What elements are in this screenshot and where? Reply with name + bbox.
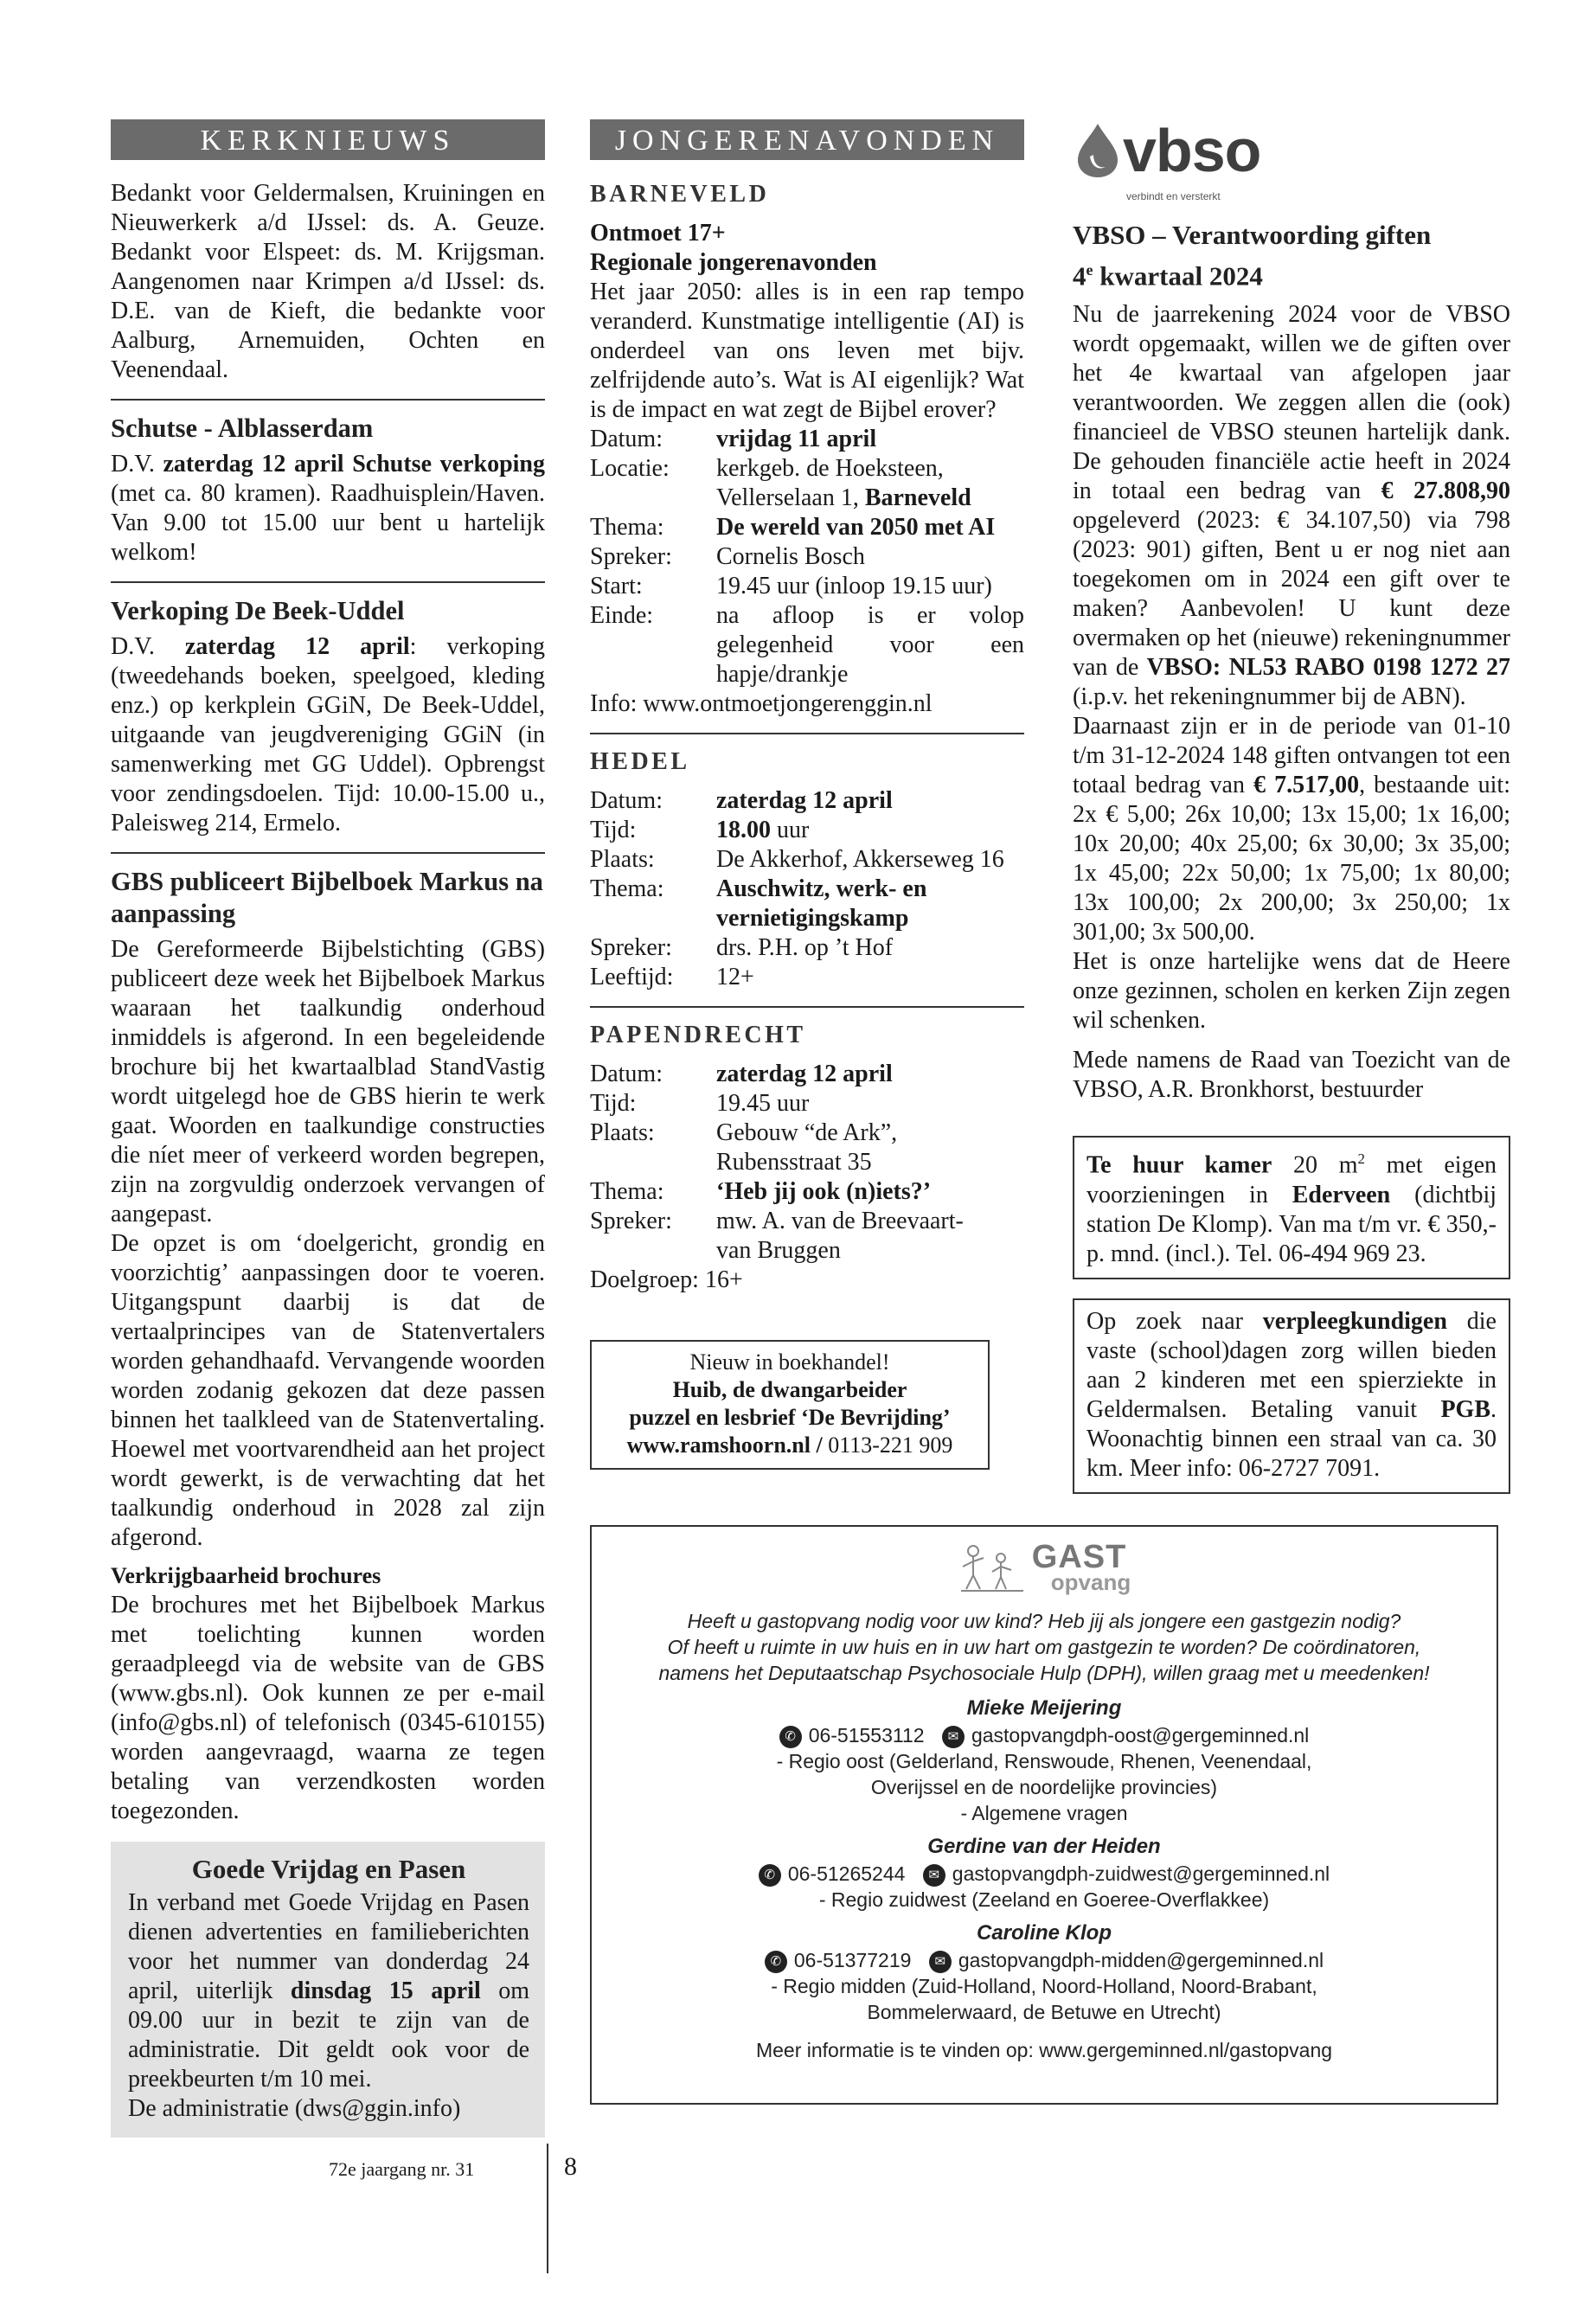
contact-region: Bommelerwaard, de Betuwe en Utrecht) xyxy=(867,2001,1221,2023)
hedel-tijd: Tijd: 18.00 uur xyxy=(590,817,810,843)
contact-phone[interactable]: 06-51553112 xyxy=(808,1724,925,1747)
footer-issue: 72e jaargang nr. 31 xyxy=(329,2158,475,2180)
vbso-paragraph-2: Daarnaast zijn er in de periode van 01-10 t/m 31-12-2024 148 giften ontvangen tot een totaal bedrag van € 7.517,00, bestaande uit: 2x € 5,00; 26x 10,00; 13x 15,00; 1x 16,00; 10x 20,00; 40x 25,00; 6x 30,00; 3x 35,00; 1x 45,00; 22x 50,00; 1x 75,00; 1x 80,00; 13x 100,00; 2x 200,00; 3x 250,00; 1x 301,00; 3x 500,00. xyxy=(1073,713,1510,946)
gastopvang-advertisement xyxy=(590,1525,1498,2105)
boek-line1: Nieuw in boekhandel! xyxy=(689,1349,890,1375)
verpleeg-advertisement xyxy=(1073,1298,1510,1494)
kerknieuws-banner: KERKNIEUWS xyxy=(111,119,545,160)
city-barneveld: BARNEVELD xyxy=(590,181,770,208)
city-papendrecht: PAPENDRECHT xyxy=(590,1022,806,1048)
hedel-datum: Datum: zaterdag 12 april xyxy=(590,787,893,814)
verpleeg-text: Op zoek naar verpleegkundigen die vaste (school)dagen zorg willen bieden aan 2 kinderen met een spierziekte in Geldermalsen. Betaling vanuit PGB. Woonachtig binnen een straal van ca. 30 km. Meer info: 06-2727 7091. xyxy=(1086,1307,1497,1482)
barneveld-start: Start: 19.45 uur (inloop 19.15 uur) xyxy=(590,573,992,599)
divider xyxy=(590,733,1024,734)
family-icon xyxy=(958,1541,1027,1593)
schutse-title: Schutse - Alblasserdam xyxy=(111,413,374,443)
divider xyxy=(590,1006,1024,1008)
schutse-text: D.V. zaterdag 12 april Schutse verkoping (met ca. 80 kramen). Raadhuisplein/Haven. Van 9.00 tot 15.00 uur bent u hartelijk welkom! xyxy=(111,451,545,566)
barneveld-sub1: Ontmoet 17+ xyxy=(590,220,726,247)
gbs-subheading: Verkrijgbaarheid brochures xyxy=(111,1563,381,1588)
contact-email[interactable]: gastopvangdph-midden@gergeminned.nl xyxy=(958,1949,1324,1971)
gbs-paragraph-2: De opzet is om ‘doelgericht, grondig en voorzichtig’ aanpassingen door te voeren. Uitgangspunt daarbij is dat de vertaalprincipes van de Statenvertalers worden gehandhaafd. Vervangende woorden worden zodanig gekozen dat deze passen binnen het taalkleed van de Statenvertaling. Hoewel met voortvarendheid aan het project wordt gewerkt, is de verwachting dat het taalkundig onderhoud in 2028 zal zijn afgerond. xyxy=(111,1230,545,1551)
vbso-logo xyxy=(1073,114,1510,202)
gast-logo-sub: opvang xyxy=(1050,1569,1131,1595)
boek-advertisement xyxy=(590,1340,990,1470)
gast-intro-1: Heeft u gastopvang nodig voor uw kind? Heb jij als jongere een gastgezin nodig? xyxy=(687,1610,1401,1632)
mail-icon: ✉ xyxy=(929,1951,952,1973)
mail-icon: ✉ xyxy=(942,1726,965,1748)
gbs-paragraph-1: De Gereformeerde Bijbelstichting (GBS) publiceert deze week het Bijbelboek Markus waaraan het taalkundig onderhoud inmiddels is afgerond. In een begeleidende brochure bij het kwartaalblad StandVastig wordt uitgelegd hoe de GBS hierin te werk gaat. Woorden en taalkundige constructies die níet meer of verkeerd worden begrepen, zijn na zorgvuldig onderzoek vervangen of aangepast. xyxy=(111,936,545,1227)
column-middle xyxy=(590,119,1024,1470)
gast-intro-2: Of heeft u ruimte in uw huis en in uw hart om gastgezin te worden? De coördinatoren, xyxy=(667,1636,1421,1658)
contact-region: - Regio zuidwest (Zeeland en Goeree-Overflakkee) xyxy=(818,1888,1270,1911)
beek-title: Verkoping De Beek-Uddel xyxy=(111,596,405,625)
barneveld-locatie: Locatie: kerkgeb. de Hoeksteen, Vellerselaan 1, Barneveld xyxy=(590,455,971,511)
contact-region: - Algemene vragen xyxy=(960,1802,1128,1824)
mail-icon: ✉ xyxy=(923,1864,945,1887)
papendrecht-doelgroep: Doelgroep: 16+ xyxy=(590,1266,743,1293)
pasen-text: In verband met Goede Vrijdag en Pasen dienen advertenties en familieberichten voor het nummer van donderdag 24 april, uiterlijk dinsdag 15 april om 09.00 uur in bezit te zijn van de administratie. Dit geldt ook voor de preekbeurten t/m 10 mei. xyxy=(128,1889,530,2093)
papendrecht-tijd: Tijd: 19.45 uur xyxy=(590,1090,810,1117)
phone-icon: ✆ xyxy=(759,1864,781,1887)
vbso-title: VBSO – Verantwoording giften 4e kwartaal 2024 xyxy=(1073,220,1432,292)
gbs-title: GBS publiceert Bijbelboek Markus na aanpassing xyxy=(111,867,543,928)
phone-icon: ✆ xyxy=(779,1726,802,1748)
pasen-admin: De administratie (dws@ggin.info) xyxy=(128,2095,461,2122)
barneveld-info: Info: www.ontmoetjongerenggin.nl xyxy=(590,690,933,717)
papendrecht-datum: Datum: zaterdag 12 april xyxy=(590,1061,893,1087)
hedel-plaats: Plaats: De Akkerhof, Akkerseweg 16 xyxy=(590,846,1004,873)
contact-region: - Regio midden (Zuid-Holland, Noord-Holland, Noord-Brabant, xyxy=(771,1975,1317,1997)
contact-caroline xyxy=(592,1920,1497,2025)
gast-logo xyxy=(592,1539,1497,1594)
contact-email[interactable]: gastopvangdph-zuidwest@gergeminned.nl xyxy=(952,1862,1330,1885)
contact-phone[interactable]: 06-51265244 xyxy=(787,1862,906,1885)
city-hedel: HEDEL xyxy=(590,748,690,775)
barneveld-datum: Datum: vrijdag 11 april xyxy=(590,426,877,452)
gast-more-info[interactable]: Meer informatie is te vinden op: www.gergeminned.nl/gastopvang xyxy=(755,2039,1333,2061)
contact-name: Gerdine van der Heiden xyxy=(927,1835,1161,1858)
papendrecht-plaats: Plaats: Gebouw “de Ark”, Rubensstraat 35 xyxy=(590,1119,898,1176)
contact-name: Mieke Meijering xyxy=(966,1696,1122,1720)
hedel-leeftijd: Leeftijd: 12+ xyxy=(590,964,754,990)
barneveld-spreker: Spreker: Cornelis Bosch xyxy=(590,543,865,570)
beek-text: D.V. zaterdag 12 april: verkoping (tweedehands boeken, speelgoed, kleding enz.) op kerkplein GGiN, De Beek-Uddel, uitgaande van jeugdvereniging GGiN (in samenwerking met GG Uddel). Opbrengst voor zendingsdoelen. Tijd: 10.00-15.00 u., Paleisweg 214, Ermelo. xyxy=(111,633,545,836)
kamer-text: Te huur kamer 20 $m^2$ met eigen voorzieningen in Ederveen (dichtbij station De Klomp). Van ma t/m vr. € 350,- p. mnd. (incl.). Tel. 06-494 969 23. xyxy=(1086,1150,1497,1267)
contact-name: Caroline Klop xyxy=(976,1921,1112,1945)
contact-phone[interactable]: 06-51377219 xyxy=(793,1949,912,1971)
barneveld-thema: Thema: De wereld van 2050 met AI xyxy=(590,514,996,541)
gbs-paragraph-3: De brochures met het Bijbelboek Markus met toelichting kunnen worden geraadpleegd via de website van de GBS (www.gbs.nl). Ook kunnen ze per e-mail (info@gbs.nl) of telefonisch (0345-610155) worden aangevraagd, waarna ze tegen betaling van verzendkosten worden toegezonden. xyxy=(111,1592,545,1824)
boek-line2: Huib, de dwangarbeider xyxy=(672,1377,907,1402)
vbso-signature: Mede namens de Raad van Toezicht van de VBSO, A.R. Bronkhorst, bestuurder xyxy=(1073,1047,1510,1104)
boek-line3: puzzel en lesbrief ‘De Bevrijding’ xyxy=(629,1405,951,1430)
contact-email[interactable]: gastopvangdph-oost@gergeminned.nl xyxy=(971,1724,1310,1747)
contact-region: - Regio oost (Gelderland, Renswoude, Rhenen, Veenendaal, xyxy=(776,1750,1312,1772)
divider xyxy=(111,399,545,401)
vbso-paragraph-1: Nu de jaarrekening 2024 voor de VBSO wordt opgemaakt, willen we de giften over het 4e kwartaal van afgelopen jaar verantwoorden. We zeggen allen die (ook) financieel de VBSO steunen hartelijk dank. De gehouden financiële actie heeft in 2024 in totaal een bedrag van € 27.808,90 opgeleverd (2023: € 34.107,50) via 798 (2023: 901) giften, Bent u er nog niet aan toegekomen om in 2024 een gift over te maken? Aanbevolen! U kunt deze overmaken op het (nieuwe) rekeningnummer van de VBSO: NL53 RABO 0198 1272 27 (i.p.v. het rekeningnummer bij de ABN). xyxy=(1073,301,1511,711)
footer-divider xyxy=(547,2144,548,2273)
vbso-wordmark: vbso xyxy=(1123,117,1261,184)
page-number: 8 xyxy=(564,2152,577,2181)
phone-icon: ✆ xyxy=(765,1951,787,1973)
hedel-spreker: Spreker: drs. P.H. op ’t Hof xyxy=(590,934,894,961)
divider xyxy=(111,852,545,854)
column-left xyxy=(111,119,545,2138)
pasen-title: Goede Vrijdag en Pasen xyxy=(191,1854,466,1884)
kerknieuws-text: Bedankt voor Geldermalsen, Kruiningen en Nieuwerkerk a/d IJssel: ds. A. Geuze. Bedankt voor Elspeet: ds. M. Krijgsman. Aangenomen naar Krimpen a/d IJssel: ds. D.E. van de Kieft, die bedankte voor Aalburg, Arnemuiden, Ochten en Veenendaal. xyxy=(111,180,545,383)
pasen-notice xyxy=(111,1842,545,2138)
vbso-paragraph-3: Het is onze hartelijke wens dat de Heere onze gezinnen, scholen en kerken Zijn zegen wil schenken. xyxy=(1073,948,1510,1035)
gast-logo-word: GAST xyxy=(1031,1539,1127,1575)
barneveld-sub2: Regionale jongerenavonden xyxy=(590,249,877,276)
contact-gerdine xyxy=(592,1833,1497,1913)
papendrecht-spreker: Spreker: mw. A. van de Breevaart-van Bruggen xyxy=(590,1208,964,1264)
boek-line4: www.ramshoorn.nl / 0113-221 909 xyxy=(626,1433,953,1458)
vbso-drop-icon xyxy=(1073,122,1123,179)
contact-region: Overijssel en de noordelijke provincies) xyxy=(870,1776,1218,1798)
vbso-tagline: verbindt en versterkt xyxy=(1126,190,1221,202)
hedel-thema: Thema: Auschwitz, werk- en vernietigingskamp xyxy=(590,875,927,932)
jongeren-banner: JONGERENAVONDEN xyxy=(590,119,1024,160)
barneveld-einde: Einde: na afloop is er volop gelegenheid voor een hapje/drankje xyxy=(590,602,1024,688)
papendrecht-thema: Thema: ‘Heb jij ook (n)iets?’ xyxy=(590,1178,932,1205)
contact-mieke xyxy=(592,1695,1497,1826)
gast-intro-3: namens het Deputaatschap Psychosociale Hulp (DPH), willen graag met u meedenken! xyxy=(658,1662,1430,1684)
divider xyxy=(111,581,545,583)
column-right xyxy=(1073,114,1510,1494)
barneveld-intro: Het jaar 2050: alles is in een rap tempo veranderd. Kunstmatige intelligentie (AI) is onderdeel van ons leven met bijv. zelfrijdende auto’s. Wat is AI eigenlijk? Wat is de impact en wat zegt de Bijbel erover? xyxy=(590,279,1024,423)
kamer-advertisement xyxy=(1073,1136,1510,1279)
